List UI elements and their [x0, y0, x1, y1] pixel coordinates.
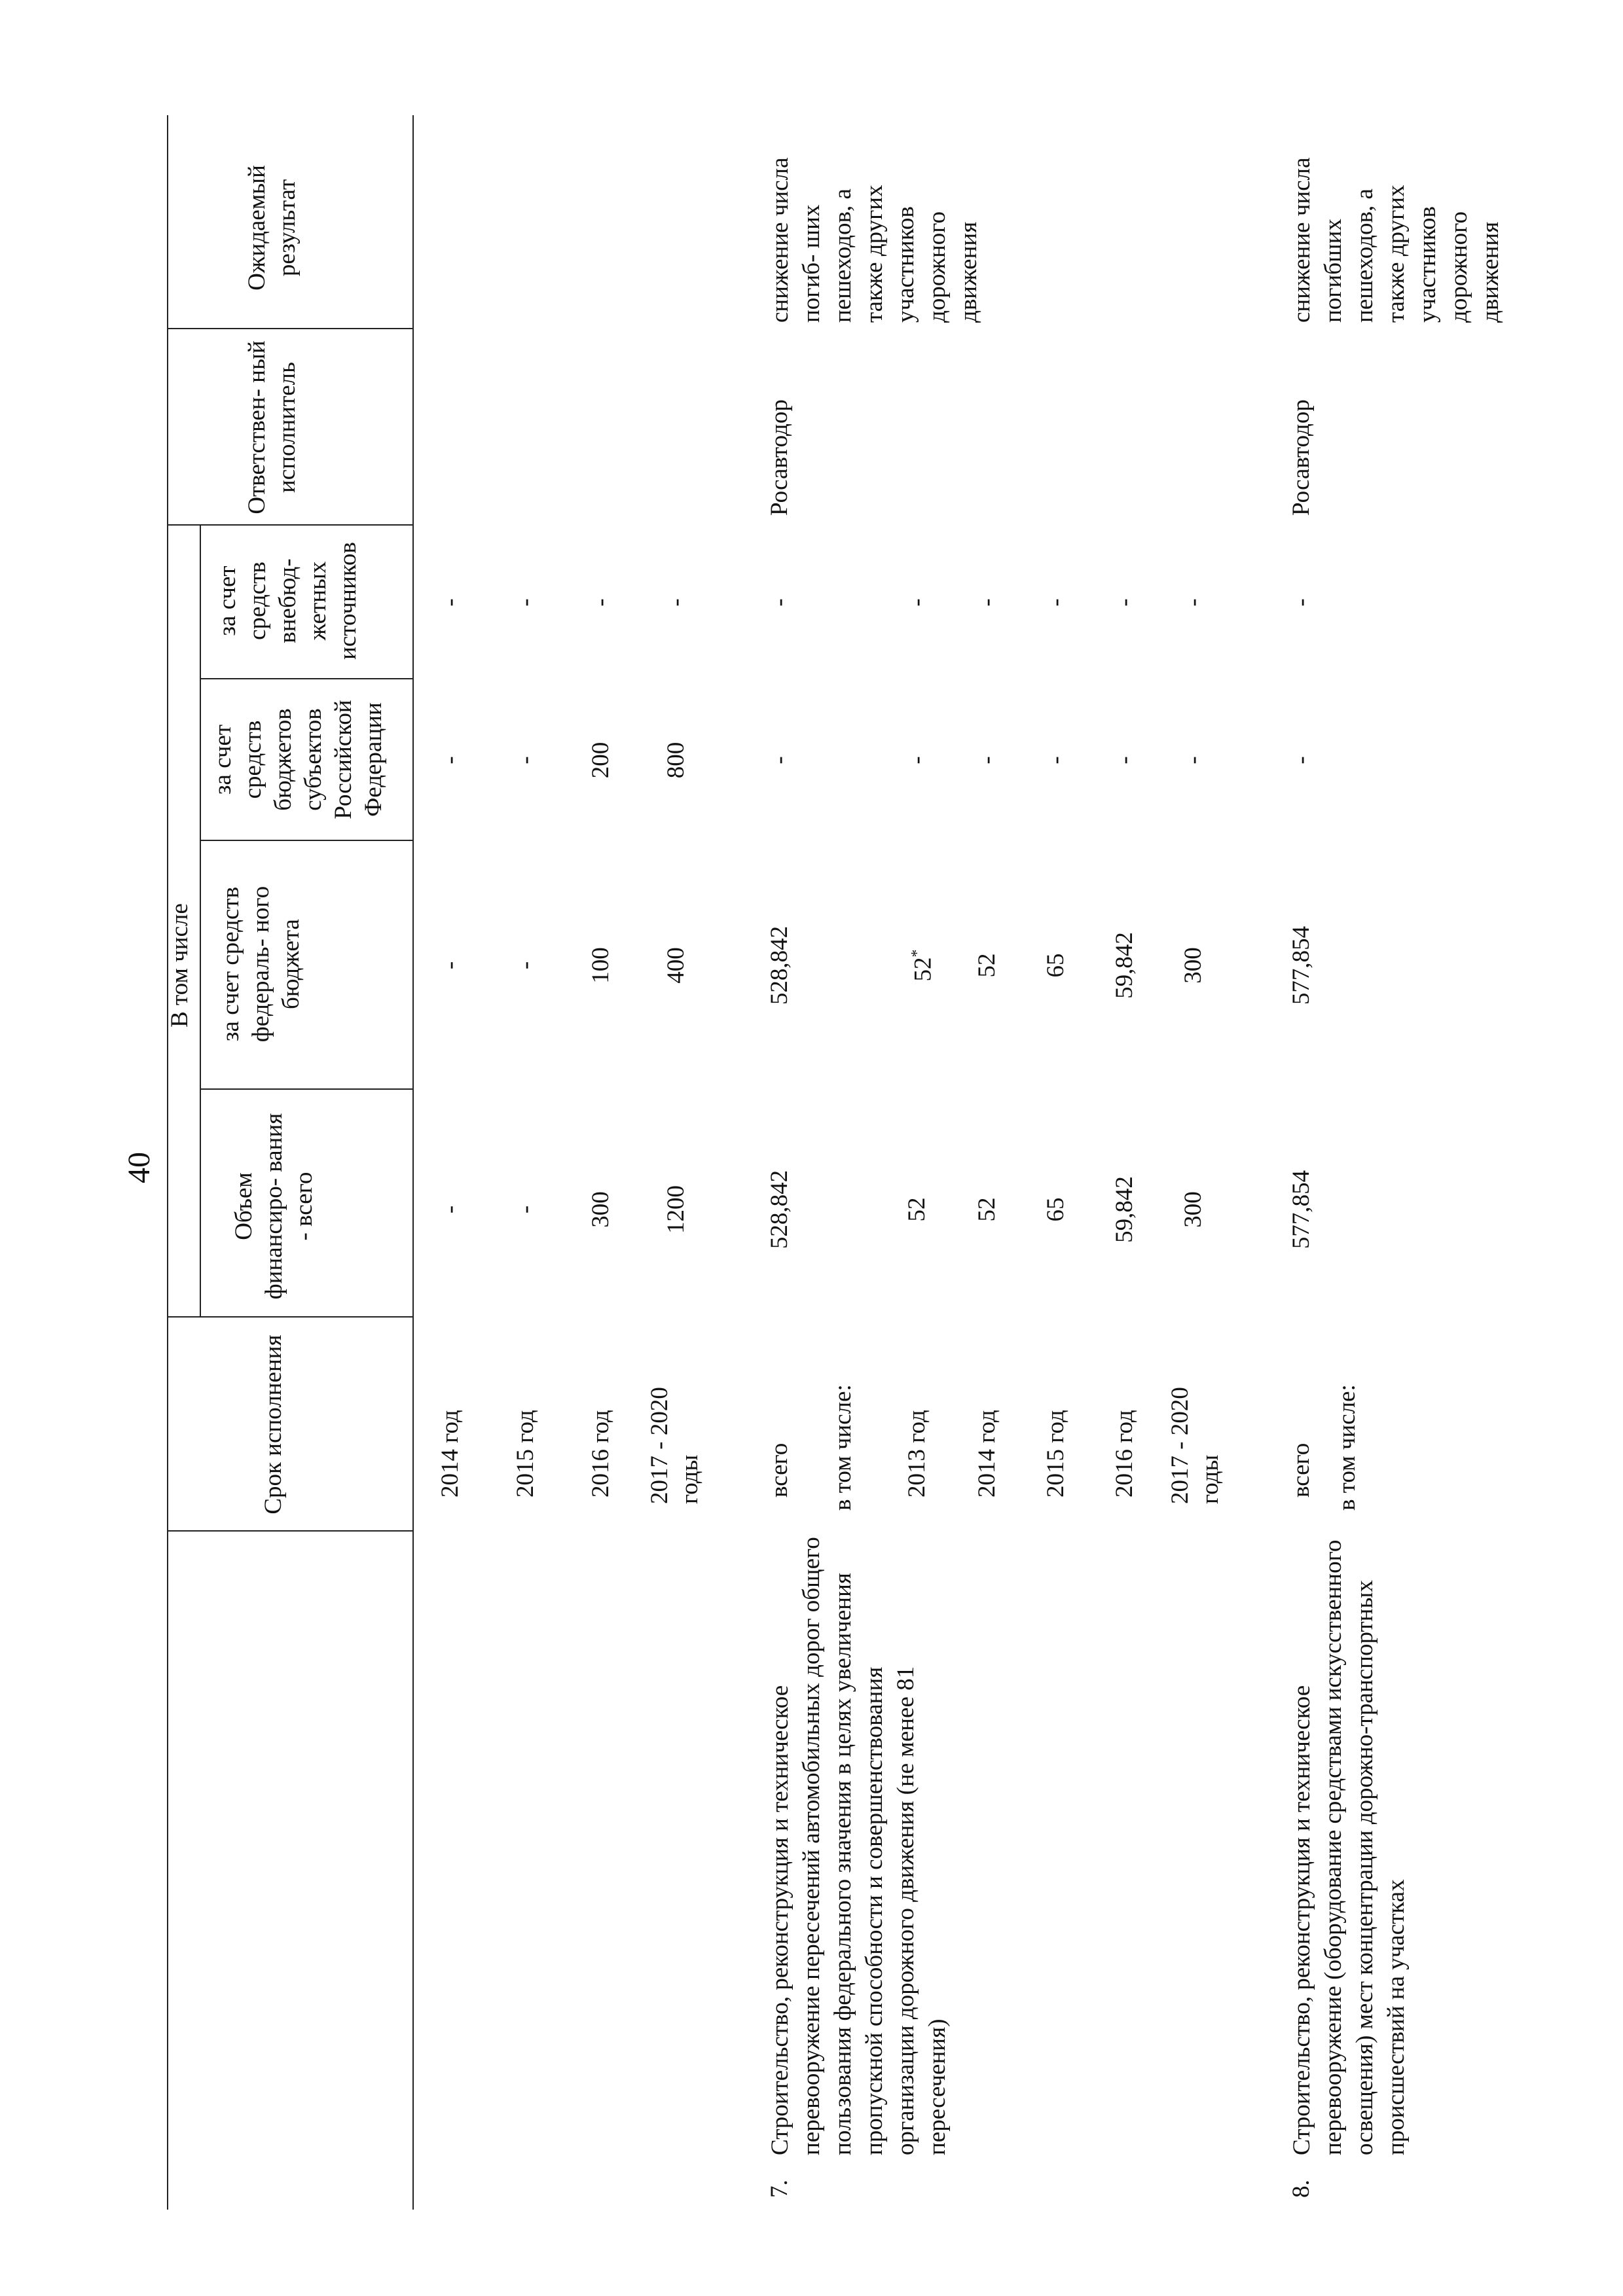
item7-row-federal: 528,842	[766, 925, 793, 1005]
item8-row-extra: -	[1288, 598, 1315, 607]
tail-row-federal: 100	[587, 947, 614, 984]
item8-result: снижение числа погибших пешеходов, а также других участников дорожного движения	[1288, 157, 1504, 323]
item7-row-total: 65	[1042, 1197, 1069, 1222]
tail-row-extra: -	[663, 598, 689, 607]
item8-number: 8.	[1288, 2179, 1315, 2198]
item7-responsible: Росавтодор	[766, 399, 793, 516]
item7-row-total: 528,842	[766, 1170, 793, 1249]
col-divider-volume	[167, 1316, 412, 1318]
col-divider-regional	[200, 840, 412, 841]
item8-responsible: Росавтодор	[1288, 399, 1315, 516]
tail-row-term: 2017 - 2020 годы	[646, 1387, 703, 1504]
item8-title: Строительство, реконструкция и техническое перевооружение (оборудование средствами искусственного освещения) мест концентрации дорожно-транспортных происшествий на участках	[1288, 1539, 1410, 2155]
page-number: 40	[122, 1152, 156, 1183]
item7-row-extra: -	[766, 598, 793, 607]
tail-row-regional: -	[437, 756, 464, 764]
table-top-border	[167, 115, 168, 2210]
tail-row-federal: -	[512, 961, 539, 970]
item7-row-federal: 59,842	[1111, 932, 1138, 999]
tail-row-total: -	[512, 1205, 539, 1214]
item7-row-total: 52	[903, 1197, 930, 1222]
item7-row-extra: -	[1180, 598, 1207, 607]
item7-row-regional: -	[1180, 756, 1207, 764]
item7-row-federal: 65	[1042, 953, 1069, 978]
item7-row-regional: -	[974, 756, 1000, 764]
item7-row-extra: -	[1042, 598, 1069, 607]
item7-title: Строительство, реконструкция и техническое перевооружение пересечений автомобильных дорог общего пользования федерального значения в целях увеличения пропускной способности и совершенствования организации дорожного движения (не менее 81 пересечения)	[767, 1537, 951, 2155]
item7-row-total: 59,842	[1111, 1176, 1138, 1243]
header-regional: за счет средств бюджетов субъектов Российской Федерации	[210, 700, 387, 819]
header-bottom-border	[412, 115, 414, 2210]
item7-row-extra: -	[1111, 598, 1138, 607]
item8-row-federal: 577,854	[1288, 925, 1315, 1005]
header-result: Ожидаемый результат	[244, 165, 301, 291]
header-term: Срок исполнения	[260, 1335, 287, 1515]
tail-row-term: 2015 год	[512, 1410, 539, 1498]
item7-row-extra: -	[974, 598, 1000, 607]
item7-row-extra: -	[903, 598, 930, 607]
tail-row-regional: -	[512, 756, 539, 764]
item7-row-total: 52	[974, 1197, 1000, 1222]
header-federal: за счет средств федераль- ного бюджета	[217, 886, 304, 1043]
item7-row-term: 2015 год	[1042, 1410, 1069, 1498]
header-responsible: Ответствен- ный исполнитель	[244, 340, 301, 514]
header-including: В том числе	[166, 903, 193, 1028]
item7-row-regional: -	[766, 756, 793, 764]
item7-including-label: в том числе:	[830, 1384, 856, 1511]
item7-row-regional: -	[1042, 756, 1069, 764]
col-divider-federal	[200, 1088, 412, 1090]
tail-row-extra: -	[437, 598, 464, 607]
col-divider-responsible	[167, 328, 412, 329]
item7-row-regional: -	[903, 756, 930, 764]
item8-row-total: 577,854	[1288, 1170, 1315, 1249]
tail-row-total: 1200	[663, 1185, 689, 1234]
item7-row-federal: 52	[974, 953, 1000, 978]
tail-row-term: 2014 год	[437, 1410, 464, 1498]
tail-row-regional: 800	[663, 742, 689, 779]
header-volume: Объем финансиро- вания - всего	[230, 1113, 318, 1300]
tail-row-federal: 400	[663, 947, 689, 984]
tail-row-extra: -	[512, 598, 539, 607]
item8-including-label: в том числе:	[1334, 1384, 1360, 1511]
item7-number: 7.	[766, 2179, 793, 2198]
col-divider-term	[167, 1530, 412, 1532]
item8-row-regional: -	[1288, 756, 1315, 764]
tail-row-total: 300	[587, 1191, 614, 1228]
item7-row-total: 300	[1180, 1191, 1207, 1228]
tail-row-total: -	[437, 1205, 464, 1214]
tail-row-extra: -	[587, 598, 614, 607]
item7-row-regional: -	[1111, 756, 1138, 764]
item7-row-term: 2017 - 2020 годы	[1167, 1387, 1224, 1504]
col-divider-regional-extra	[200, 678, 412, 679]
item7-row-federal: 300	[1180, 947, 1207, 984]
header-extrabudgetary: за счет средств внебюд- жетных источников	[214, 542, 361, 660]
item8-row-term: всего	[1288, 1443, 1315, 1498]
item7-row-term: 2014 год	[974, 1410, 1000, 1498]
including-divider	[200, 526, 201, 1318]
tail-row-regional: 200	[587, 742, 614, 779]
tail-row-federal: -	[437, 961, 464, 970]
item7-row-federal: 52*	[909, 949, 937, 982]
item7-result: снижение числа погиб- ших пешеходов, а также других участников дорожного движения	[767, 157, 982, 323]
tail-row-term: 2016 год	[587, 1410, 614, 1498]
item7-row-term: 2016 год	[1111, 1410, 1138, 1498]
item7-row-term: 2013 год	[903, 1410, 930, 1498]
footnote-marker: *	[909, 949, 926, 958]
item7-row-term: всего	[766, 1443, 793, 1498]
